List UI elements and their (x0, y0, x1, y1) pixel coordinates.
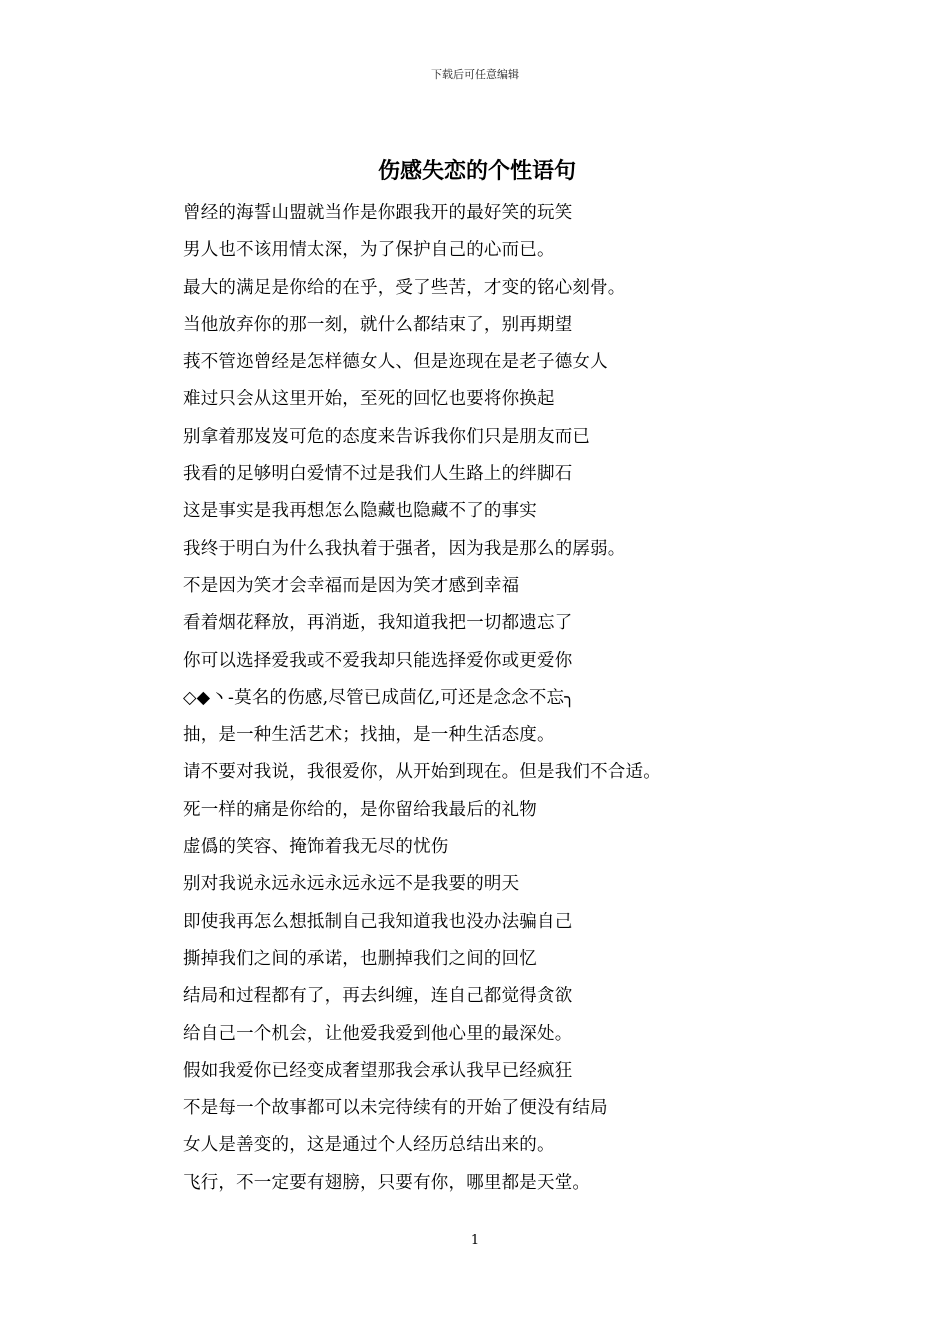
quote-line: 虚僞的笑容、掩饰着我无尽的忧伤 (183, 837, 449, 858)
document-title: 伤感失恋的个性语句 (377, 158, 576, 184)
quote-line: 假如我爱你已经变成奢望那我会承认我早已经疯狂 (183, 1060, 573, 1081)
quote-line: 请不要对我说，我很爱你，从开始到现在。但是我们不合适。 (183, 762, 661, 783)
quote-line: 你可以选择爱我或不爱我却只能选择爱你或更爱你 (183, 650, 573, 671)
header-note: 下载后可任意编辑 (431, 68, 519, 81)
page-number: 1 (470, 1233, 480, 1248)
quote-line: 当他放弃你的那一刻，就什么都结束了，别再期望 (183, 314, 573, 335)
quote-line: 撕掉我们之间的承诺，也删掉我们之间的回忆 (183, 948, 537, 969)
quote-line: ◇◆丶-莫名的伤感,尽管已成茴亿,可还是念念不忘╮ (183, 687, 575, 708)
quote-line: 给自己一个机会，让他爱我爱到他心里的最深处。 (183, 1023, 573, 1044)
quote-line: 飞行，不一定要有翅膀，只要有你，哪里都是天堂。 (183, 1172, 591, 1193)
quote-line: 我终于明白为什么我执着于强者，因为我是那么的孱弱。 (183, 538, 626, 559)
quote-line: 我看的足够明白爱情不过是我们人生路上的绊脚石 (183, 464, 573, 485)
quote-line: 莪不管迩曾经是怎样德女人、但是迩现在是老子德女人 (183, 352, 608, 373)
quote-line: 不是因为笑才会幸福而是因为笑才感到幸福 (183, 575, 520, 596)
quote-line: 女人是善变的，这是通过个人经历总结出来的。 (183, 1135, 555, 1156)
quote-line: 不是每一个故事都可以未完待续有的开始了便没有结局 (183, 1098, 608, 1119)
quote-line: 即使我再怎么想抵制自己我知道我也没办法骗自己 (183, 911, 573, 932)
quote-line: 死一样的痛是你给的，是你留给我最后的礼物 (183, 799, 537, 820)
quote-line: 抽，是一种生活艺术；找抽，是一种生活态度。 (183, 725, 555, 746)
quote-line: 结局和过程都有了，再去纠缠，连自己都觉得贪欲 (183, 986, 573, 1007)
quote-line: 别拿着那岌岌可危的态度来告诉我你们只是朋友而已 (183, 426, 591, 447)
quote-line: 这是事实是我再想怎么隐藏也隐藏不了的事实 (183, 501, 537, 522)
quote-line: 别对我说永远永远永远永远不是我要的明天 (183, 874, 520, 895)
quote-list (183, 195, 783, 1202)
quote-line: 难过只会从这里开始，至死的回忆也要将你换起 (183, 389, 555, 410)
quote-line: 最大的满足是你给的在乎，受了些苦，才变的铭心刻骨。 (183, 277, 626, 298)
quote-line: 曾经的海誓山盟就当作是你跟我开的最好笑的玩笑 (183, 203, 573, 223)
quote-line: 看着烟花释放，再消逝，我知道我把一切都遗忘了 (183, 613, 573, 634)
quote-line: 男人也不该用情太深，为了保护自己的心而已。 (183, 240, 555, 261)
